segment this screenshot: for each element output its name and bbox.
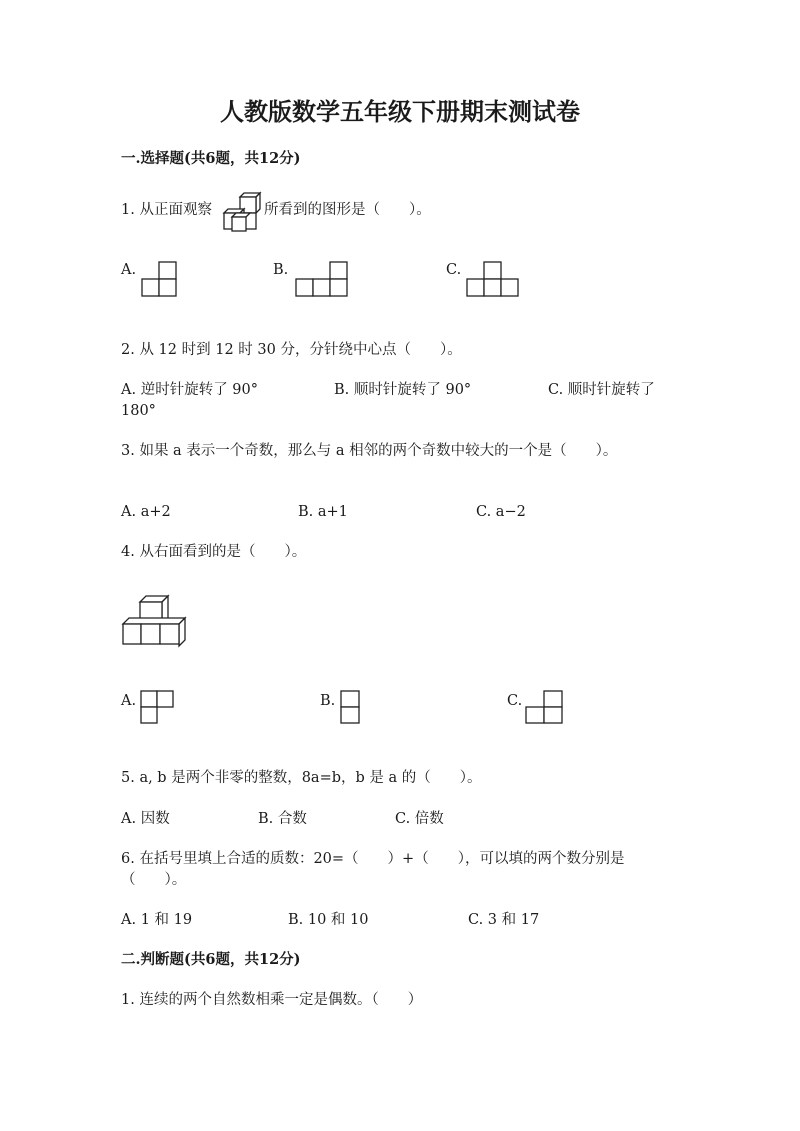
- q2-stem: 2. 从 12 时到 12 时 30 分，分针绕中心点（ ）。: [121, 342, 462, 358]
- q6-option-a: A. 1 和 19: [121, 912, 193, 928]
- cube-stack-figure: [220, 191, 264, 237]
- q4-option-b-figure: [340, 690, 362, 726]
- q1-stem-end: 所看到的图形是（ ）。: [264, 202, 431, 218]
- q5-option-c: C. 倍数: [395, 811, 444, 827]
- q2-option-c: C. 顺时针旋转了: [548, 382, 655, 398]
- q1-option-a-label: A.: [121, 262, 137, 278]
- q6-stem: 6. 在括号里填上合适的质数：20=（ ）+（ ），可以填的两个数分别是: [121, 851, 625, 867]
- q6-option-b: B. 10 和 10: [288, 912, 369, 928]
- q1-option-b-label: B.: [273, 262, 289, 278]
- q5-stem: 5. a, b 是两个非零的整数，8a=b，b 是 a 的（ ）。: [121, 770, 482, 786]
- q5-option-a: A. 因数: [121, 811, 170, 827]
- section-header-choice: 一.选择题(共6题，共12分): [121, 150, 301, 167]
- section-header-judgement: 二.判断题(共6题，共12分): [121, 951, 301, 968]
- q3-option-a: A. a+2: [121, 504, 171, 520]
- q3-option-c: C. a−2: [476, 504, 526, 520]
- q6-option-c: C. 3 和 17: [468, 912, 540, 928]
- q4-option-b-label: B.: [320, 693, 336, 709]
- page-title: 人教版数学五年级下册期末测试卷: [220, 97, 580, 126]
- q1-option-a-figure: [141, 261, 179, 299]
- q2-option-a: A. 逆时针旋转了 90°: [121, 382, 258, 398]
- q4-stem: 4. 从右面看到的是（ ）。: [121, 544, 307, 560]
- q4-option-c-figure: [525, 690, 565, 726]
- q4-option-c-label: C.: [507, 693, 523, 709]
- cube-stack-figure: [122, 596, 188, 646]
- q4-option-a-label: A.: [121, 693, 137, 709]
- q1-option-c-label: C.: [446, 262, 462, 278]
- q6-stem-cont: （ ）。: [121, 872, 187, 888]
- q1-option-b-figure: [295, 261, 350, 299]
- q3-stem: 3. 如果 a 表示一个奇数，那么与 a 相邻的两个奇数中较大的一个是（ ）。: [121, 443, 618, 459]
- q3-option-b: B. a+1: [298, 504, 348, 520]
- q2-option-c-cont: 180°: [121, 403, 156, 419]
- q5-option-b: B. 合数: [258, 811, 307, 827]
- q1-stem-start: 1. 从正面观察: [121, 202, 212, 218]
- q2-option-b: B. 顺时针旋转了 90°: [334, 382, 472, 398]
- j1-stem: 1. 连续的两个自然数相乘一定是偶数。（ ）: [121, 992, 423, 1008]
- q4-option-a-figure: [140, 690, 176, 726]
- q1-option-c-figure: [466, 261, 521, 299]
